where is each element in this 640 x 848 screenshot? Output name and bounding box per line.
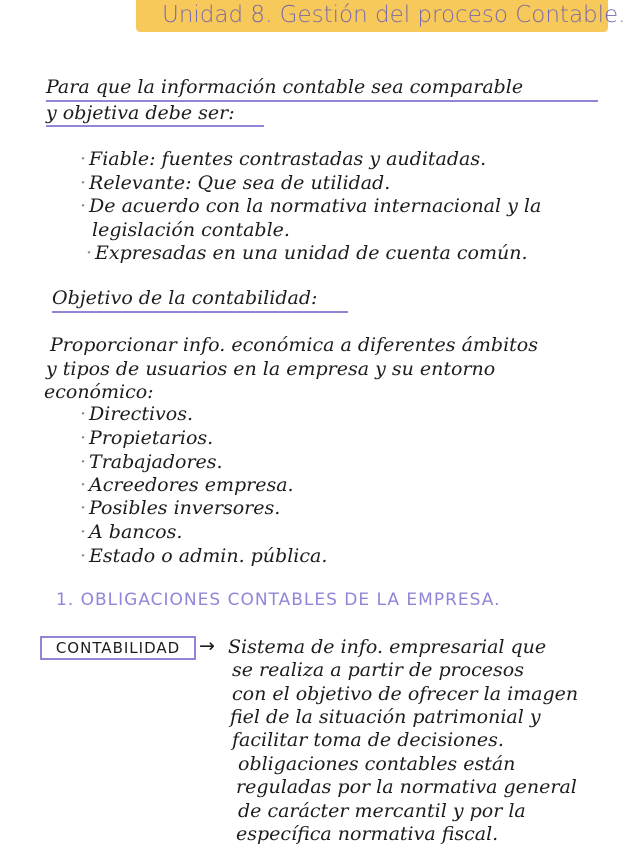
definition-line: con el objetivo de ofrecer la imagen [232, 683, 579, 705]
bullet-icon: · [80, 521, 87, 543]
intro-line-1: Para que la información contable sea comparable [46, 76, 524, 98]
list-item: · Propietarios. [80, 427, 214, 449]
definition-line: Sistema de info. empresarial que [228, 636, 547, 658]
bullet-icon: · [80, 545, 87, 567]
definition-line: fiel de la situación patrimonial y [230, 706, 541, 728]
bullet-icon: · [80, 195, 87, 217]
page-title: Unidad 8. Gestión del proceso Contable. [162, 2, 626, 28]
arrow-right-icon: → [199, 635, 215, 657]
list-item: · Trabajadores. [80, 451, 223, 473]
objetivo-underline [52, 311, 348, 313]
list-item: · Expresadas en una unidad de cuenta común. [86, 242, 528, 264]
bullet-icon: · [80, 497, 87, 519]
definition-line: obligaciones contables están [238, 753, 516, 775]
bullet-icon: · [86, 242, 93, 264]
list-item: · Posibles inversores. [80, 497, 281, 519]
intro-line-2: y objetiva debe ser: [46, 102, 235, 124]
bullet-icon: · [80, 148, 87, 170]
list-item: · A bancos. [80, 521, 183, 543]
definition-line: se realiza a partir de procesos [232, 659, 524, 681]
bullet-icon: · [80, 427, 87, 449]
list-item: · De acuerdo con la normativa internacional y la [80, 195, 542, 217]
definition-line: específica normativa fiscal. [236, 823, 499, 845]
definition-line: de carácter mercantil y por la [238, 800, 526, 822]
list-item: · Fiable: fuentes contrastadas y auditadas. [80, 148, 487, 170]
objetivo-line-2: y tipos de usuarios en la empresa y su entorno [46, 358, 496, 380]
list-item: · Relevante: Que sea de utilidad. [80, 172, 391, 194]
list-item-continuation: legislación contable. [92, 219, 290, 241]
objetivo-heading: Objetivo de la contabilidad: [52, 287, 318, 309]
section-heading: 1. OBLIGACIONES CONTABLES DE LA EMPRESA. [56, 590, 501, 610]
objetivo-line-1: Proporcionar info. económica a diferentes ámbitos [50, 334, 538, 356]
list-item: · Estado o admin. pública. [80, 545, 328, 567]
contabilidad-label-box: CONTABILIDAD [40, 636, 196, 660]
list-item: · Acreedores empresa. [80, 474, 294, 496]
bullet-icon: · [80, 403, 87, 425]
objetivo-line-3: económico: [44, 381, 154, 403]
bullet-icon: · [80, 451, 87, 473]
list-item: · Directivos. [80, 403, 193, 425]
bullet-icon: · [80, 474, 87, 496]
intro-underline-2 [46, 125, 264, 127]
bullet-icon: · [80, 172, 87, 194]
definition-line: facilitar toma de decisiones. [232, 729, 504, 751]
definition-line: reguladas por la normativa general [236, 776, 577, 798]
